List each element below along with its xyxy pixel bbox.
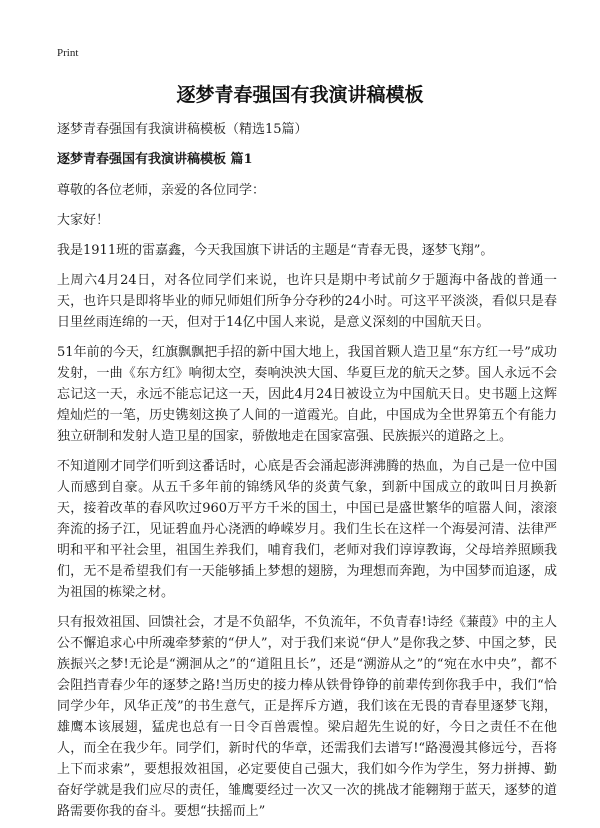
body-paragraph: 上周六4月24日，对各位同学们来说，也许只是期中考试前夕于题海中备战的普通一天，也许只是即将毕业的师兄师姐们所争分夺秒的24小时。可这平平淡淡，看似只是春日里丝雨连绵的一天，但对于14亿中国人来说，是意义深刻的中国航天日。 [57,273,557,330]
print-label: Print [57,47,79,59]
greeting-paragraph: 大家好！ [57,213,110,228]
body-paragraph: 不知道刚才同学们听到这番话时，心底是否会涌起澎湃沸腾的热血，为自己是一位中国人而感到自豪。从五千多年前的锦绣风华的炎黄气象，到新中国成立的敢叫日月换新天，接着改革的春风吹过960万平方千米的国土，中国已是盛世繁华的喧嚣人间，滚滚奔流的扬子江，见证碧血丹心浇洒的峥嵘岁月。我们生长在这样一个海晏河清、法律严明和平和平社会里，祖国生养我们，哺育我们，老师对我们谆谆教诲，父母培养照顾我们，无不是希望我们有一天能够插上梦想的翅膀，为理想而奔跑，为中国梦而追逐，成为祖国的栋梁之材。 [57,459,557,600]
section-heading: 逐梦青春强国有我演讲稿模板 篇1 [57,152,253,167]
body-paragraph: 我是1911班的雷嘉鑫，今天我国旗下讲话的主题是“青春无畏，逐梦飞翔”。 [57,243,494,258]
document-subtitle: 逐梦青春强国有我演讲稿模板（精选15篇） [57,122,308,137]
body-paragraph: 51年前的今天，红旗飘飘把手招的新中国大地上，我国首颗人造卫星“东方红一号”成功发射，一曲《东方红》响彻太空，奏响泱泱大国、华夏巨龙的航天之梦。国人永远不会忘记这一天，永远不能忘记这一天，因此4月24日被设立为中国航天日。史书题上这辉煌灿烂的一笔，历史镌刻这换了人间的一道霞光。自此，中国成为全世界第五个有能力独立研制和发射人造卫星的国家，骄傲地走在国家富强、民族振兴的道路之上。 [57,345,557,444]
body-paragraph: 只有报效祖国、回馈社会，才是不负韶华，不负流年，不负青春!诗经《蒹葭》中的主人公不懈追求心中所魂牵梦萦的“伊人”，对于我们来说“伊人”是你我之梦、中国之梦，民族振兴之梦!无论是“溯洄从之”的“道阻且长”，还是“溯游从之”的“宛在水中央”，都不会阻挡青春少年的逐梦之路!当历史的接力棒从铁骨铮铮的前辈传到你我手中，我们“恰同学少年，风华正茂”的书生意气，正是挥斥方遒，我们该在无畏的青春里逐梦飞翔，雄鹰本该展翅，猛虎也总有一日令百兽震惶。梁启超先生说的好，今日之责任不在他人，而全在我少年。同学们，新时代的华章，还需我们去谱写!“路漫漫其修远兮，吾将上下而求索”，要想报效祖国，必定要使自己强大，我们如今作为学生，努力拼搏、勤奋好学就是我们应尽的责任，雏鹰要经过一次又一次的挑战才能翱翔于蓝天，逐梦的道路需要你我的奋斗。要想“扶摇而上” [57,615,557,819]
document-title: 逐梦青春强国有我演讲稿模板 [176,84,424,106]
document-body [57,120,557,828]
salutation-paragraph: 尊敬的各位老师，亲爱的各位同学： [57,183,266,198]
